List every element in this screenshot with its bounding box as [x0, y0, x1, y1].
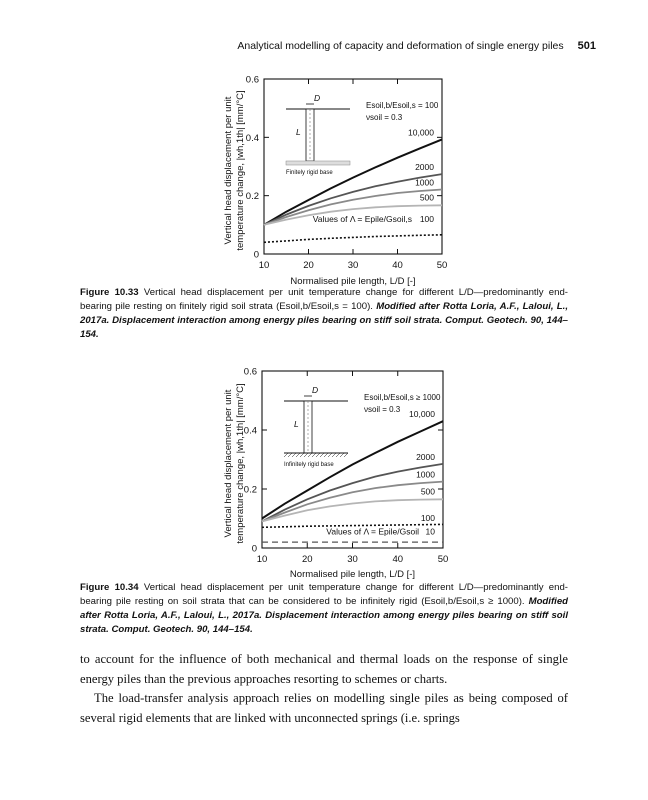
inset-base-hatch	[292, 453, 296, 457]
x-tick-label: 20	[301, 554, 313, 565]
y-axis-label: temperature change, |wh,1th| [mm/°C]	[235, 383, 246, 544]
inset-base-hatch	[344, 453, 348, 457]
inset-ratio-label: Esoil,b/Esoil,s ≥ 1000	[364, 393, 441, 402]
series-label: 500	[420, 486, 435, 497]
x-tick-label: 20	[303, 260, 314, 271]
x-tick-label: 30	[347, 260, 359, 271]
inset-base-hatch	[336, 453, 340, 457]
inset-base-hatch	[300, 453, 304, 457]
x-axis-label: Normalised pile length, L/D [-]	[289, 569, 416, 580]
figure-10-34-chart	[0, 360, 648, 590]
caption-label: Figure 10.33	[80, 287, 139, 298]
series-legend-prefix: Values of Λ = Epile/Gsoil	[326, 526, 419, 537]
inset-diameter-label: D	[312, 385, 319, 395]
inset-diameter-label: D	[314, 93, 321, 103]
inset-base-hatch	[320, 453, 324, 457]
series-label: 10,000	[408, 127, 434, 138]
series-label: 100	[420, 513, 435, 524]
inset-base-hatch	[332, 453, 336, 457]
y-tick-label: 0.6	[245, 74, 259, 86]
x-tick-label: 50	[436, 260, 448, 271]
caption-text: Vertical head displacement per unit temperature change for different L/D—predominantly end-bearing pile resting on finitely rigid soil strata (Esoil,b/Esoil,s = 100).	[80, 287, 568, 312]
y-tick-label: 0.2	[243, 484, 257, 496]
caption-label: Figure 10.34	[80, 582, 139, 593]
y-tick-label: 0.4	[243, 425, 257, 437]
inset-base-hatch	[324, 453, 328, 457]
inset-base-hatch	[304, 453, 308, 457]
series-label: 10,000	[409, 409, 435, 420]
x-axis-label: Normalised pile length, L/D [-]	[290, 276, 416, 287]
y-tick-label: 0.2	[245, 191, 259, 203]
inset-base-hatch	[316, 453, 320, 457]
x-tick-label: 10	[256, 554, 268, 565]
x-tick-label: 10	[258, 260, 270, 271]
series-label: 2000	[415, 162, 434, 173]
inset-base	[286, 161, 350, 165]
inset-base-label: Finitely rigid base	[286, 170, 333, 176]
y-axis-label: temperature change, |wh,1th| [mm/°C]	[235, 90, 246, 251]
series-label: 10	[425, 526, 435, 537]
paragraph: The load-transfer analysis approach relies on modelling single piles as being composed of several rigid elements that are linked with unconnected springs (i.e. springs	[80, 691, 568, 725]
series-label: 500	[419, 192, 434, 203]
caption-source: Modified after Rotta Loria, A.F., Laloui, L., 2017a. Displacement interaction among energy piles bearing on stiff soil strata. Comput. Geotech. 90, 144–154.	[80, 301, 569, 340]
inset-base-hatch	[308, 453, 312, 457]
series-label: 100	[419, 213, 434, 224]
x-tick-label: 40	[392, 260, 403, 271]
inset-base-hatch	[288, 453, 292, 457]
figure-10-34-caption	[80, 581, 568, 637]
inset-poisson-label: νsoil = 0.3	[366, 113, 403, 122]
series-label: 1000	[416, 469, 435, 480]
body-text	[80, 650, 568, 728]
y-axis-label: Vertical head displacement per unit	[223, 389, 234, 538]
series-legend-prefix: Values of Λ = Epile/Gsoil,s	[312, 213, 412, 224]
caption-text: Vertical head displacement per unit temperature change for different L/D—predominantly end-bearing pile resting on soil strata that can be considered to be infinitely rigid (Esoil,b/Esoil,s ≥ 1000).	[80, 582, 568, 607]
y-axis-label: Vertical head displacement per unit	[223, 96, 234, 245]
inset-ratio-label: Esoil,b/Esoil,s = 100	[366, 101, 439, 110]
y-tick-label: 0	[251, 543, 257, 555]
x-tick-label: 50	[437, 554, 449, 565]
caption-source: Modified after Rotta Loria, A.F., Laloui, L., 2017a. Displacement interaction among energy piles bearing on stiff soil strata. Comput. Geotech. 90, 144–154.	[80, 596, 569, 635]
paragraph: to account for the influence of both mechanical and thermal loads on the response of single energy piles than the previous approaches resorting to schemes or charts.	[80, 652, 568, 686]
y-tick-label: 0.6	[243, 366, 257, 378]
running-title: Analytical modelling of capacity and deformation of single energy piles	[237, 40, 564, 52]
series-label: 2000	[416, 451, 435, 462]
inset-length-label: L	[296, 127, 301, 137]
inset-length-label: L	[294, 419, 299, 429]
inset-base-hatch	[312, 453, 316, 457]
figure-10-33-caption	[80, 286, 568, 342]
y-tick-label: 0.4	[245, 132, 259, 144]
inset-base-hatch	[340, 453, 344, 457]
series-label: 1000	[415, 177, 434, 188]
series-line	[264, 235, 442, 243]
inset-base-label: Infinitely rigid base	[284, 462, 334, 468]
inset-base-hatch	[296, 453, 300, 457]
x-tick-label: 40	[392, 554, 404, 565]
page-number: 501	[577, 40, 596, 52]
inset-base-hatch	[284, 453, 288, 457]
running-head	[0, 40, 596, 52]
y-tick-label: 0	[253, 249, 259, 261]
x-tick-label: 30	[347, 554, 358, 565]
inset-poisson-label: νsoil = 0.3	[364, 405, 401, 414]
inset-base-hatch	[328, 453, 332, 457]
